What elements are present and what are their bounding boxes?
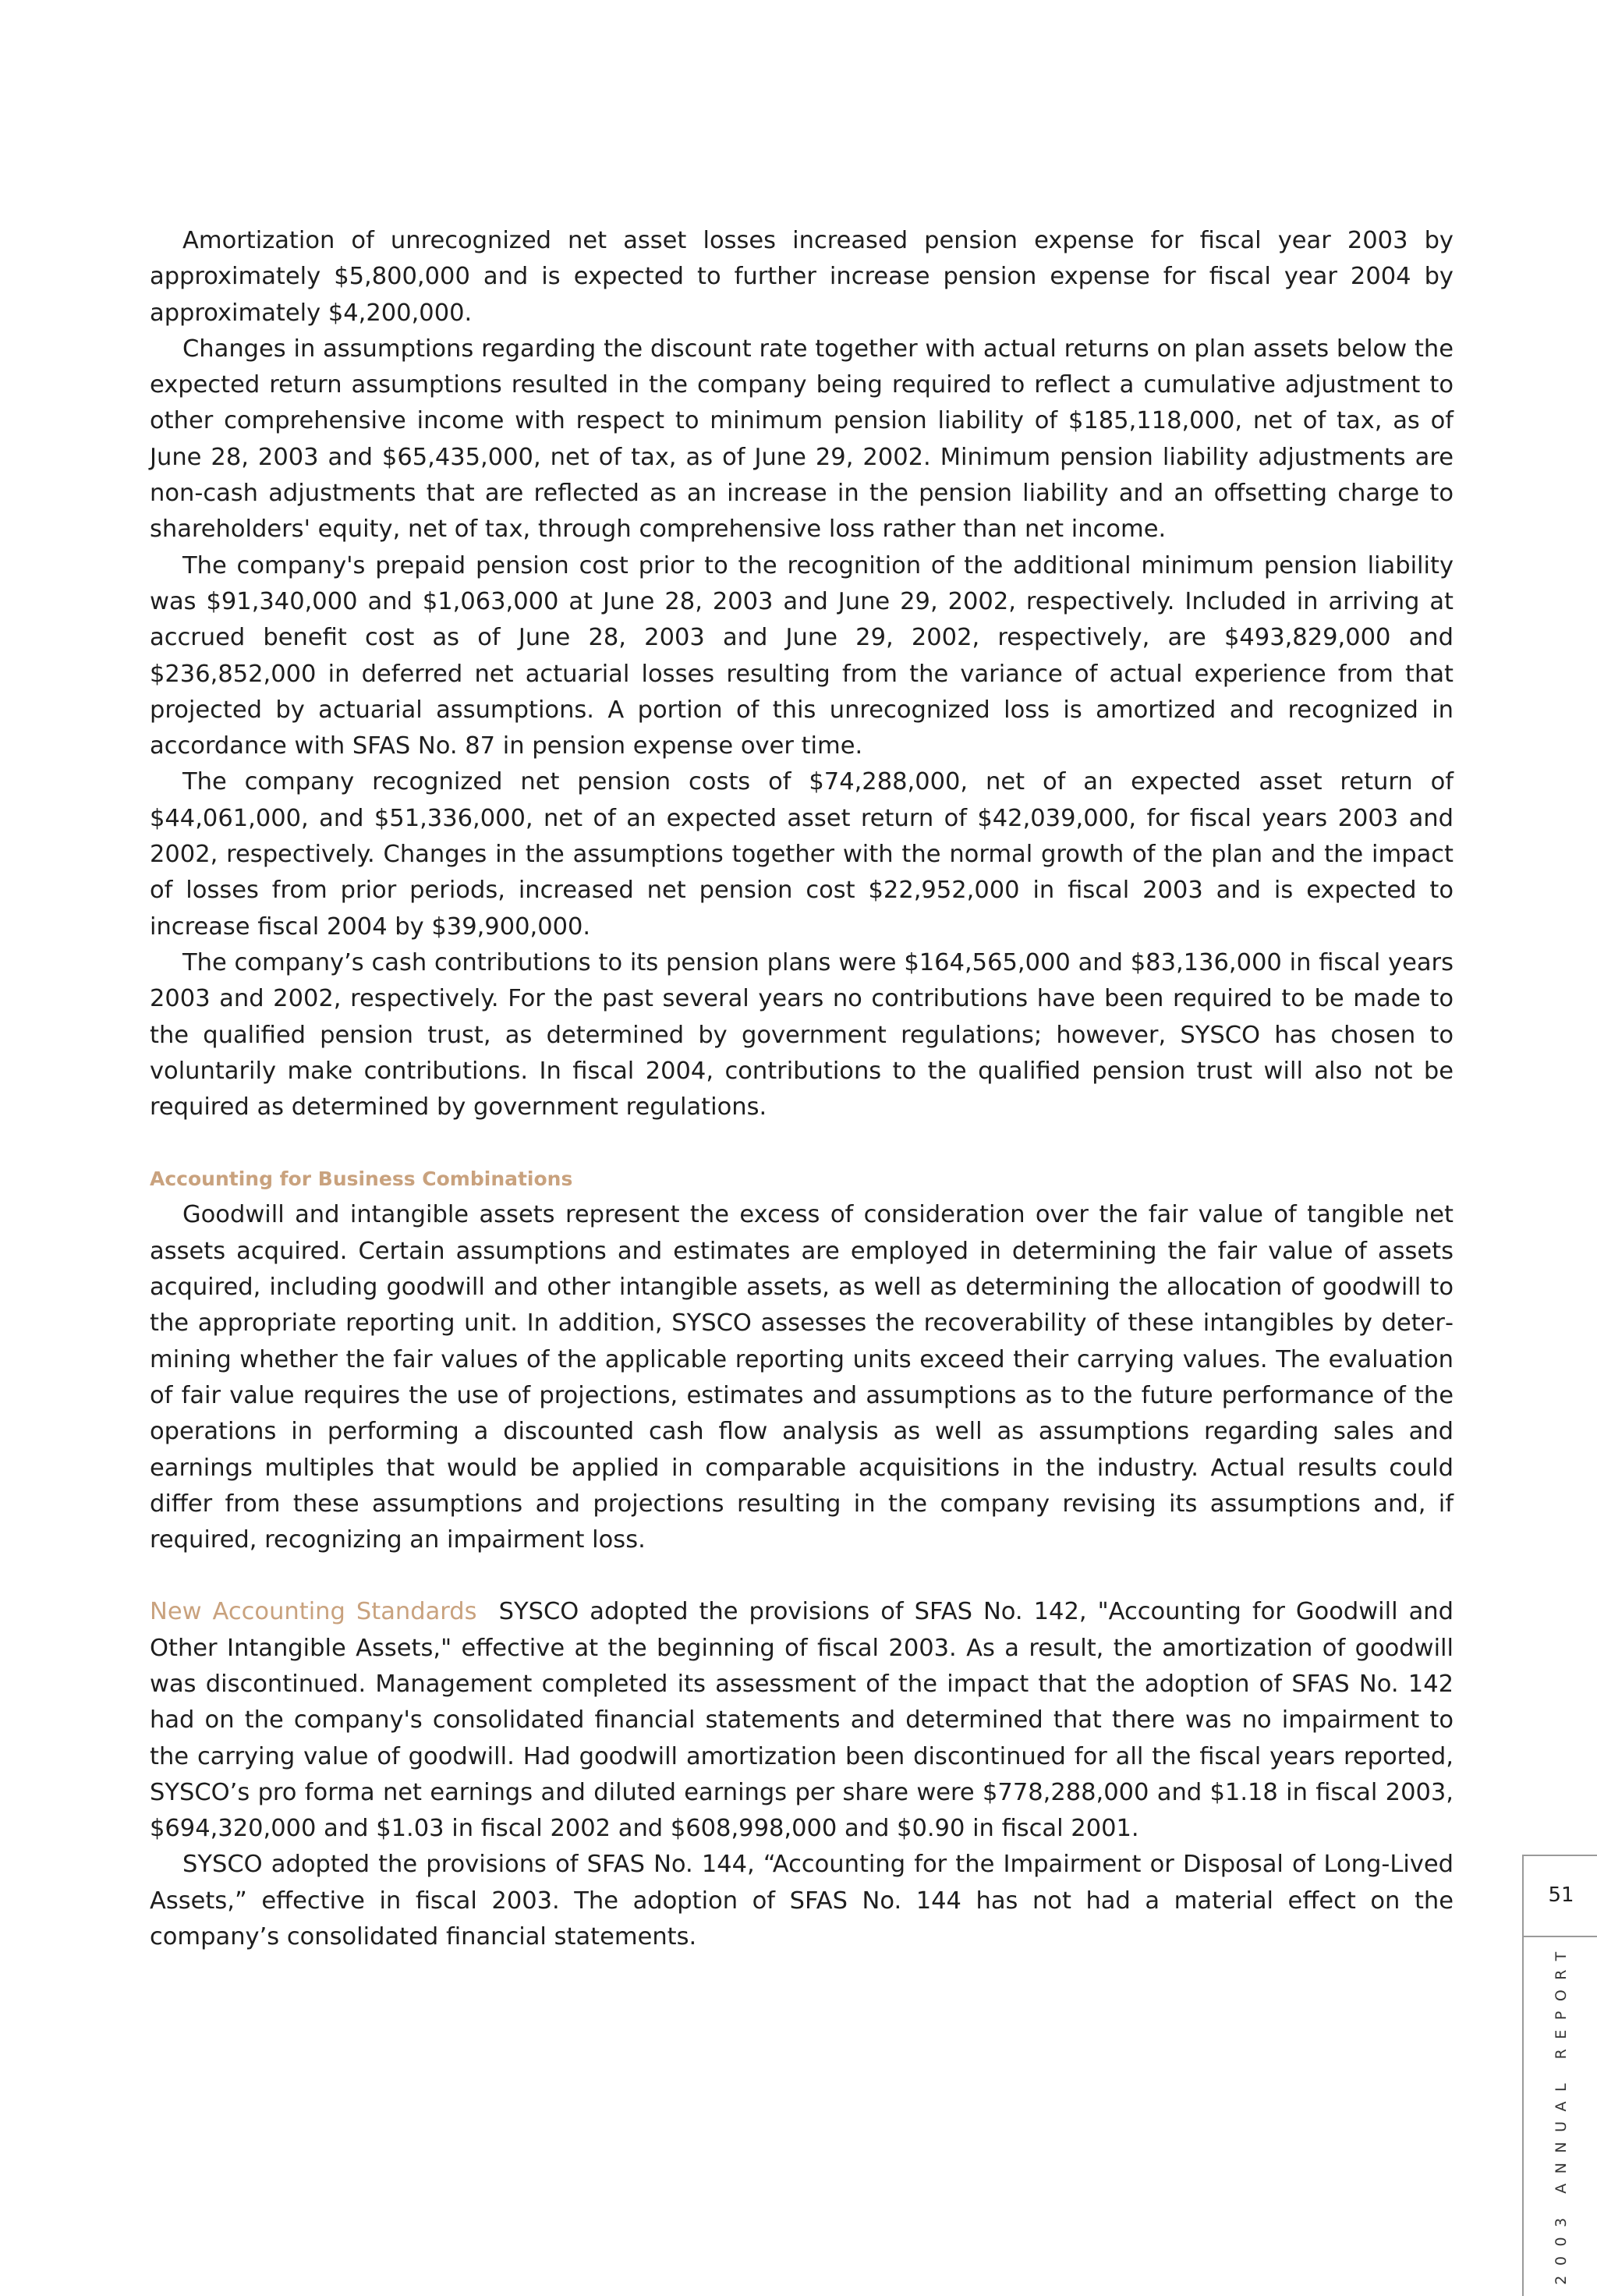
running-footer: 2003 ANNUAL REPORT — [1553, 1942, 1570, 2285]
run-in-paragraph — [150, 1594, 1454, 1847]
page-number: 51 — [1548, 1883, 1574, 1907]
body-paragraph: The company recognized net pension costs of $74,288,000, net of an expected asset return of $44,061,000, and $51,336,000, net of an expected asset return of $42,039,000, for fiscal years 2003 and 2002, respectively. Changes in the assumptions together with the normal growth of the plan and the impact of losses from prior periods, increased net pension cost $22,952,000 in fiscal 2003 and is expected to increase fiscal 2004 by $39,900,000. — [150, 768, 1454, 941]
body-paragraph: The company's prepaid pension cost prior to the recognition of the additional minimum pension liability was $91,340,000 and $1,063,000 at June 28, 2003 and June 29, 2002, respectively. Included in arriving at accrued benefit cost as of June 28, 2003 and June 29, 2002, respectively, are $493,829,000 and $236,852,000 in deferred net actuarial losses resulting from the variance of actual experience from that projected by actuarial assumptions. A portion of this unrecognized loss is amortized and recognized in accordance with SFAS No. 87 in pension expense over time. — [150, 551, 1454, 760]
document-body — [150, 223, 1454, 1955]
page-folio — [1522, 1855, 1597, 2296]
pension-section — [150, 223, 1454, 1125]
page-number-box — [1524, 1855, 1597, 1937]
body-paragraph: Amortization of unrecognized net asset losses increased pension expense for fiscal year 2003 by approximately $5,800,000 and is expected to further increase pension expense for fiscal year 2004 by approximately $4,200,000. — [150, 227, 1454, 327]
section-spacer — [150, 1558, 1454, 1594]
body-paragraph: Goodwill and intangible assets represent the excess of consideration over the fair value of tangible net assets acquired. Certain assumptions and estimates are employed in determining the fair value of assets acquired, including goodwill and other intangible assets, as well as determining the allocation of goodwill to the appropriate reporting unit. In addition, SYSCO assesses the recoverability of these intangibles by determining whether the fair values of the applicable reporting units exceed their carrying values. The evaluation of fair value requires the use of projections, estimates and assumptions as to the future performance of the operations in performing a discounted cash flow analysis as well as assumptions regarding sales and earnings multiples that would be applied in comparable acquisitions in the industry. Actual results could differ from these assumptions and projections resulting in the company revising its assumptions and, if required, recognizing an impairment loss. — [150, 1201, 1454, 1554]
section-heading-inline: New Accounting Standards — [150, 1598, 477, 1626]
body-text: SYSCO adopted the provisions of SFAS No. 142, "Accounting for Goodwill and Other Intangible Assets," effective at the beginning of fiscal 2003. As a result, the amortization of goodwill was discontinued. Management completed its assessment of the impact that the adoption of SFAS No. 142 had on the company's consolidated financial statements and determined that there was no impairment to the carrying value of goodwill. Had goodwill amortization been discontinued for all the fiscal years reported, SYSCO’s pro forma net earnings and diluted earnings per share were $778,288,000 and $1.18 in fiscal 2003, $694,320,000 and $1.03 in fiscal 2002 and $608,998,000 and $0.90 in fiscal 2001. — [150, 1598, 1454, 1843]
body-paragraph: Changes in assumptions regarding the discount rate together with actual returns on plan assets below the expected return assumptions resulted in the company being required to reflect a cumulative adjustment to other comprehensive income with respect to minimum pension liability of $185,118,000, net of tax, as of June 28, 2003 and $65,435,000, net of tax, as of June 29, 2002. Minimum pension liability adjustments are non-cash adjustments that are reflected as an increase in the pension liability and an offsetting charge to shareholders' equity, net of tax, through comprehensive loss rather than net income. — [150, 335, 1454, 544]
body-paragraph: The company’s cash contributions to its pension plans were $164,565,000 and $83,136,000 in fiscal years 2003 and 2002, respectively. For the past several years no contributions have been required to be made to the qualified pension trust, as determined by government regulations; however, SYSCO has chosen to voluntarily make contributions. In fiscal 2004, contributions to the qualified pension trust will also not be required as determined by government regulations. — [150, 948, 1454, 1121]
business-combinations-section — [150, 1161, 1454, 1558]
section-spacer — [150, 1125, 1454, 1161]
new-accounting-standards-section — [150, 1594, 1454, 1955]
body-paragraph: SYSCO adopted the provisions of SFAS No. 144, “Accounting for the Impairment or Disposal of Long-Lived Assets,” effective in fiscal 2003. The adoption of SFAS No. 144 has not had a material effect on the company’s consolidated financial statements. — [150, 1851, 1454, 1951]
section-heading: Accounting for Business Combinations — [150, 1167, 573, 1191]
